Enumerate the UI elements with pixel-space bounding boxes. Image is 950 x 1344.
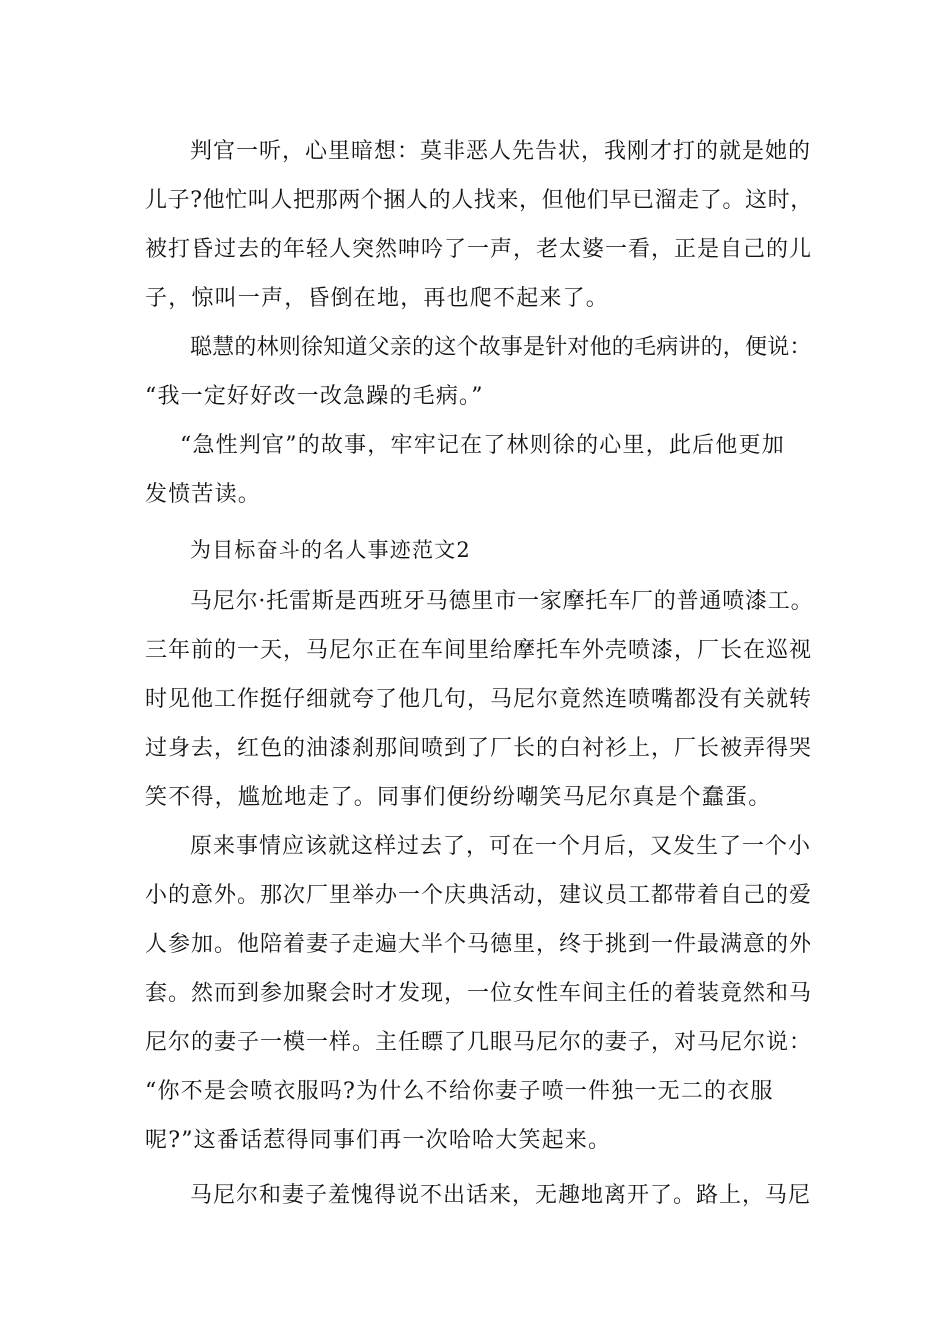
text-line: 发愤苦读。	[145, 482, 262, 507]
text-line: 过身去，红色的油漆刹那间喷到了厂长的白衬衫上，厂长被弄得哭	[145, 736, 813, 761]
text-line: 套。然而到参加聚会时才发现，一位女性车间主任的着装竟然和马	[145, 981, 813, 1006]
text-line: 呢?”这番话惹得同事们再一次哈哈大笑起来。	[145, 1128, 612, 1153]
text-line: “你不是会喷衣服吗?为什么不给你妻子喷一件独一无二的衣服	[145, 1079, 774, 1104]
text-line: 聪慧的林则徐知道父亲的这个故事是针对他的毛病讲的，便说：	[190, 335, 812, 360]
section-heading: 为目标奋斗的名人事迹范文2	[190, 538, 471, 562]
text-line: 儿子?他忙叫人把那两个捆人的人找来，但他们早已溜走了。这时，	[145, 188, 813, 213]
text-line: 原来事情应该就这样过去了，可在一个月后，又发生了一个小	[190, 834, 812, 859]
text-line: 马尼尔·托雷斯是西班牙马德里市一家摩托车厂的普通喷漆工。	[190, 589, 814, 614]
text-line: 判官一听，心里暗想：莫非恶人先告状，我刚才打的就是她的	[190, 139, 812, 164]
text-line: 小的意外。那次厂里举办一个庆典活动，建议员工都带着自己的爱	[145, 883, 813, 908]
text-line: “急性判官”的故事，牢牢记在了林则徐的心里，此后他更加	[180, 433, 785, 458]
text-line: 尼尔的妻子一模一样。主任瞟了几眼马尼尔的妻子，对马尼尔说：	[145, 1030, 813, 1055]
text-line: 笑不得，尴尬地走了。同事们便纷纷嘲笑马尼尔真是个蠢蛋。	[145, 785, 772, 810]
text-line: 人参加。他陪着妻子走遍大半个马德里，终于挑到一件最满意的外	[145, 932, 813, 957]
text-line: 被打昏过去的年轻人突然呻吟了一声，老太婆一看，正是自己的儿	[145, 237, 813, 262]
text-line: “我一定好好改一改急躁的毛病。”	[145, 384, 484, 409]
text-line: 时见他工作挺仔细就夸了他几句，马尼尔竟然连喷嘴都没有关就转	[145, 687, 813, 712]
text-line: 子，惊叫一声，昏倒在地，再也爬不起来了。	[145, 286, 610, 311]
text-line: 三年前的一天，马尼尔正在车间里给摩托车外壳喷漆，厂长在巡视	[145, 638, 813, 663]
text-line: 马尼尔和妻子羞愧得说不出话来，无趣地离开了。路上，马尼	[190, 1183, 812, 1208]
